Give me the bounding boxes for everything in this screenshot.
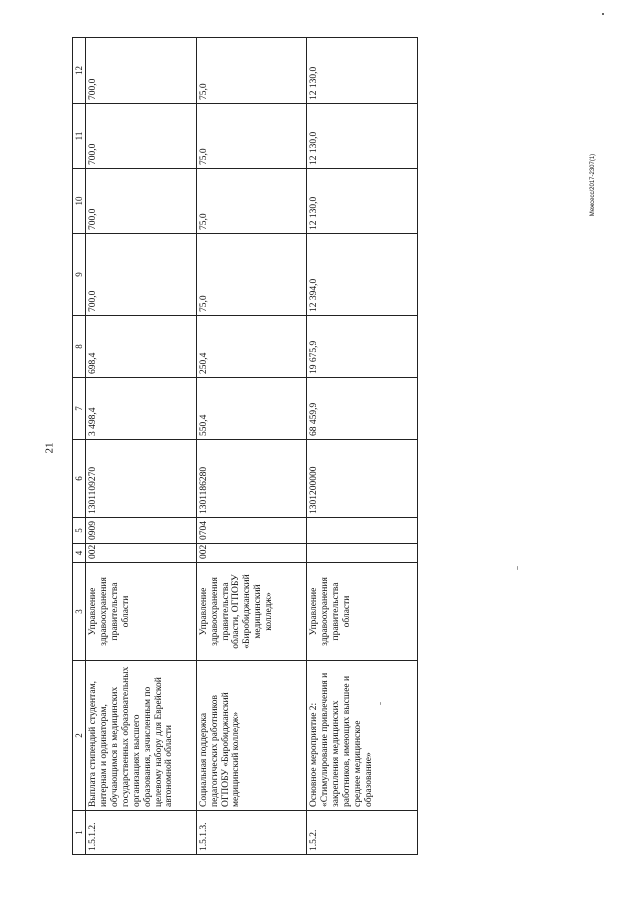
row-executor: Управление здравоохранения правительства области [307, 563, 418, 661]
row-c6: 1301186280 [196, 440, 307, 518]
row-c6: 1301200000 [307, 440, 418, 518]
row-name: Социальная поддержка педагогических работников ОГПОБУ «Биробиджанский медицинский колледж» [196, 661, 307, 811]
row-executor: Управление здравоохранения правительства области, ОГПОБУ «Биробиджанский медицинский колледж» [196, 563, 307, 661]
row-c8: 250,4 [196, 316, 307, 378]
row-c9: 12 394,0 [307, 234, 418, 316]
scan-speck [517, 566, 518, 570]
row-c6: 1301109270 [86, 440, 197, 518]
row-c5: 0909 [86, 518, 197, 544]
table-row [307, 38, 418, 855]
row-c9: 700,0 [86, 234, 197, 316]
rotated-table-container [72, 38, 418, 855]
row-c7: 3 498,4 [86, 378, 197, 440]
row-c5 [307, 518, 418, 544]
scan-speck [380, 702, 381, 705]
col-header: 7 [73, 378, 86, 440]
table-row [196, 38, 307, 855]
row-c10: 75,0 [196, 169, 307, 234]
col-header: 12 [73, 38, 86, 104]
page-number: 21 [43, 442, 56, 454]
row-c12: 700,0 [86, 38, 197, 104]
col-header: 4 [73, 544, 86, 563]
row-c12: 12 130,0 [307, 38, 418, 104]
row-c4: 002 [196, 544, 307, 563]
row-c11: 700,0 [86, 104, 197, 169]
col-header: 5 [73, 518, 86, 544]
budget-table [72, 37, 418, 855]
row-c7: 68 459,9 [307, 378, 418, 440]
row-code: 1.5.2. [307, 811, 418, 855]
row-c11: 12 130,0 [307, 104, 418, 169]
col-header: 9 [73, 234, 86, 316]
row-c5: 0704 [196, 518, 307, 544]
row-c11: 75,0 [196, 104, 307, 169]
row-c10: 700,0 [86, 169, 197, 234]
row-name: Выплата стипендий студентам, интернам и ординаторам, обучающимся в медицинских государственных образовательных организациях высшего образования, зачисленным по целевому набору для Еврейской автономной области [86, 661, 197, 811]
row-code: 1.5.1.2. [86, 811, 197, 855]
col-header: 1 [73, 811, 86, 855]
row-c9: 75,0 [196, 234, 307, 316]
row-c8: 19 675,9 [307, 316, 418, 378]
row-c8: 698,4 [86, 316, 197, 378]
row-c4 [307, 544, 418, 563]
scan-dot [602, 13, 604, 15]
col-header: 8 [73, 316, 86, 378]
row-c4: 002 [86, 544, 197, 563]
row-code: 1.5.1.3. [196, 811, 307, 855]
table-row [86, 38, 197, 855]
row-c7: 550,4 [196, 378, 307, 440]
budget-table-region [72, 38, 418, 855]
col-header: 3 [73, 563, 86, 661]
col-header: 2 [73, 661, 86, 811]
col-header: 10 [73, 169, 86, 234]
row-executor: Управление здравоохранения правительства области [86, 563, 197, 661]
col-header: 11 [73, 104, 86, 169]
row-c12: 75,0 [196, 38, 307, 104]
row-name: Основное мероприятие 2: «Стимулирование привлечения и закрепления медицинских работников, имеющих высшее и среднее медицинское образование» [307, 661, 418, 811]
header-row [73, 38, 86, 855]
col-header: 6 [73, 440, 86, 518]
row-c10: 12 130,0 [307, 169, 418, 234]
side-document-code-text: Межсесс/2017-2307(1) [590, 153, 596, 217]
side-document-code [589, 100, 597, 270]
